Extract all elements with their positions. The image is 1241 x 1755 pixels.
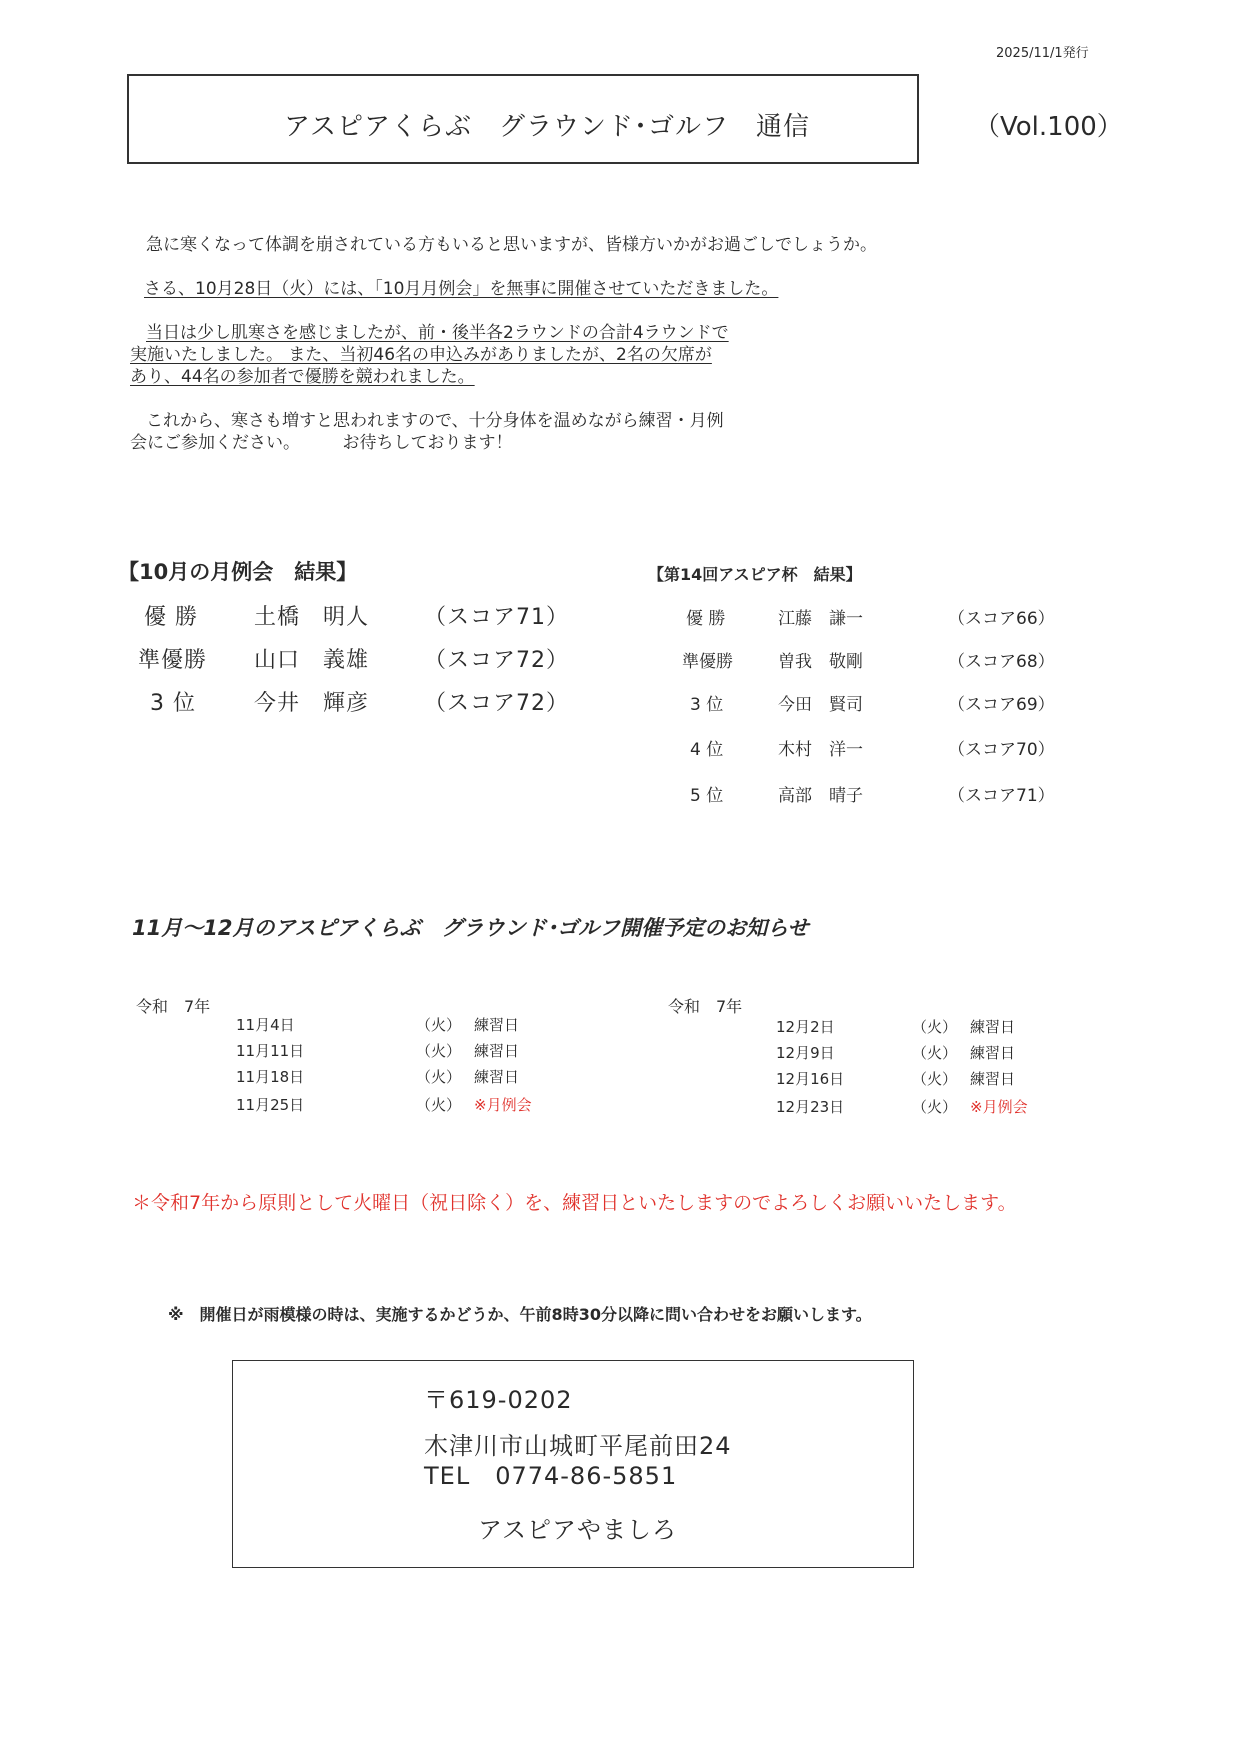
cup-rank-1: 優 勝 bbox=[686, 609, 726, 629]
cup-results-heading: 【第14回アスピア杯 結果】 bbox=[648, 565, 862, 584]
schedule-nov-date-2: 11月11日 bbox=[236, 1042, 305, 1060]
schedule-nov-date-4: 11月25日 bbox=[236, 1096, 305, 1114]
schedule-dec-date-2: 12月9日 bbox=[776, 1044, 835, 1062]
monthly-score-1: （スコア71） bbox=[424, 605, 569, 630]
schedule-dec-day-2: （火） bbox=[912, 1044, 958, 1062]
monthly-rank-3: 3 位 bbox=[150, 691, 196, 716]
schedule-nov-event-1: 練習日 bbox=[474, 1016, 520, 1034]
intro-paragraph-2: さる、10月28日（火）には、「10月月例会」を無事に開催させていただきました。 bbox=[144, 279, 779, 299]
schedule-nov-era: 令和 7年 bbox=[136, 997, 211, 1016]
schedule-dec-event-4: ※月例会 bbox=[970, 1098, 1028, 1116]
cup-rank-4: 4 位 bbox=[690, 740, 724, 760]
schedule-dec-event-1: 練習日 bbox=[970, 1018, 1016, 1036]
monthly-score-3: （スコア72） bbox=[424, 691, 569, 716]
cup-name-4: 木村 洋一 bbox=[778, 740, 863, 760]
schedule-dec-day-3: （火） bbox=[912, 1070, 958, 1088]
practice-day-note: ＊令和7年から原則として火曜日（祝日除く）を、練習日といたしますのでよろしくお願いいたします。 bbox=[132, 1192, 1017, 1214]
volume-number: （Vol.100） bbox=[974, 112, 1123, 142]
schedule-nov-date-3: 11月18日 bbox=[236, 1068, 305, 1086]
cup-rank-2: 準優勝 bbox=[682, 652, 733, 672]
intro-paragraph-1: 急に寒くなって体調を崩されている方もいると思いますが、皆様方いかがお過ごしでしょうか。 bbox=[146, 235, 877, 255]
cup-name-2: 曽我 敬剛 bbox=[778, 652, 863, 672]
telephone: TEL 0774-86-5851 bbox=[424, 1462, 678, 1490]
schedule-dec-date-3: 12月16日 bbox=[776, 1070, 845, 1088]
schedule-title: 11月～12月のアスピアくらぶ グラウンド･ゴルフ開催予定のお知らせ bbox=[132, 916, 809, 940]
intro-paragraph-3-line-2: 実施いたしました。 また、当初46名の申込みがありましたが、2名の欠席が bbox=[130, 345, 712, 365]
cup-name-3: 今田 賢司 bbox=[778, 695, 863, 715]
cup-score-4: （スコア70） bbox=[948, 740, 1055, 760]
schedule-nov-event-3: 練習日 bbox=[474, 1068, 520, 1086]
cup-name-5: 高部 晴子 bbox=[778, 786, 863, 806]
monthly-name-2: 山口 義雄 bbox=[254, 648, 370, 673]
schedule-dec-day-1: （火） bbox=[912, 1018, 958, 1036]
schedule-nov-day-4: （火） bbox=[416, 1096, 462, 1114]
cup-score-5: （スコア71） bbox=[948, 786, 1055, 806]
monthly-rank-2: 準優勝 bbox=[138, 648, 208, 673]
schedule-dec-era: 令和 7年 bbox=[668, 997, 743, 1016]
intro-paragraph-3-line-3: あり、44名の参加者で優勝を競われました。 bbox=[130, 367, 475, 387]
cup-name-1: 江藤 謙一 bbox=[778, 609, 863, 629]
street-address: 木津川市山城町平尾前田24 bbox=[424, 1432, 732, 1460]
intro-paragraph-4-line-1: これから、寒さも増すと思われますので、十分身体を温めながら練習・月例 bbox=[146, 411, 724, 431]
cup-rank-3: 3 位 bbox=[690, 695, 724, 715]
issue-date: 2025/11/1発行 bbox=[996, 46, 1089, 61]
cup-rank-5: 5 位 bbox=[690, 786, 724, 806]
schedule-dec-date-4: 12月23日 bbox=[776, 1098, 845, 1116]
schedule-nov-event-2: 練習日 bbox=[474, 1042, 520, 1060]
schedule-nov-date-1: 11月4日 bbox=[236, 1016, 295, 1034]
rain-note: ※ 開催日が雨模様の時は、実施するかどうか、午前8時30分以降に問い合わせをお願いします。 bbox=[168, 1305, 872, 1324]
cup-score-1: （スコア66） bbox=[948, 609, 1055, 629]
monthly-results-heading: 【10月の月例会 結果】 bbox=[118, 560, 358, 584]
cup-score-2: （スコア68） bbox=[948, 652, 1055, 672]
schedule-nov-day-3: （火） bbox=[416, 1068, 462, 1086]
schedule-nov-day-1: （火） bbox=[416, 1016, 462, 1034]
schedule-dec-event-3: 練習日 bbox=[970, 1070, 1016, 1088]
monthly-score-2: （スコア72） bbox=[424, 648, 569, 673]
monthly-rank-1: 優 勝 bbox=[144, 605, 198, 630]
organization-name: アスピアやましろ bbox=[478, 1516, 678, 1544]
schedule-nov-day-2: （火） bbox=[416, 1042, 462, 1060]
intro-paragraph-3-line-1: 当日は少し肌寒さを感じましたが、前・後半各2ラウンドの合計4ラウンドで bbox=[146, 323, 729, 343]
monthly-name-3: 今井 輝彦 bbox=[254, 691, 370, 716]
monthly-name-1: 土橋 明人 bbox=[254, 605, 370, 630]
schedule-dec-day-4: （火） bbox=[912, 1098, 958, 1116]
cup-score-3: （スコア69） bbox=[948, 695, 1055, 715]
schedule-dec-date-1: 12月2日 bbox=[776, 1018, 835, 1036]
intro-paragraph-4-line-2: 会にご参加ください。 お待ちしております！ bbox=[130, 433, 513, 453]
postal-code: 〒619-0202 bbox=[424, 1386, 573, 1414]
schedule-dec-event-2: 練習日 bbox=[970, 1044, 1016, 1062]
schedule-nov-event-4: ※月例会 bbox=[474, 1096, 532, 1114]
newsletter-title: アスピアくらぶ グラウンド･ゴルフ 通信 bbox=[284, 112, 810, 142]
